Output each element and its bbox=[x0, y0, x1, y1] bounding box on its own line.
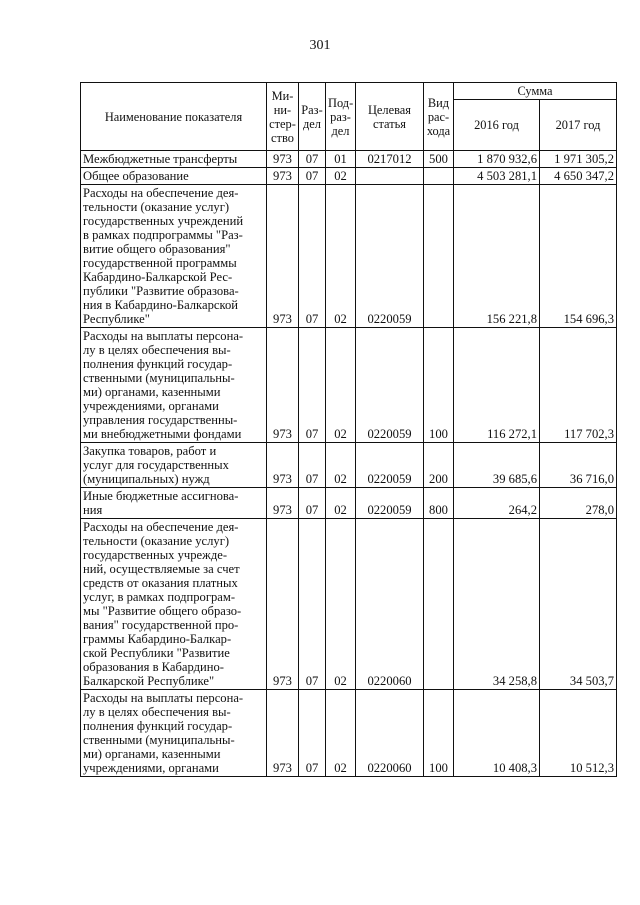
row-ministry: 973 bbox=[267, 185, 299, 328]
row-2016: 10 408,3 bbox=[454, 690, 540, 777]
header-year-2017: 2017 год bbox=[540, 100, 617, 151]
table-row bbox=[81, 488, 617, 519]
row-article: 0220059 bbox=[356, 328, 424, 443]
row-2016: 39 685,6 bbox=[454, 443, 540, 488]
row-2017: 278,0 bbox=[540, 488, 617, 519]
header-name: Наименование показателя bbox=[81, 83, 267, 151]
table-row bbox=[81, 328, 617, 443]
row-2017: 34 503,7 bbox=[540, 519, 617, 690]
row-subsection: 02 bbox=[326, 185, 356, 328]
row-2016: 116 272,1 bbox=[454, 328, 540, 443]
table-row bbox=[81, 185, 617, 328]
row-type: 100 bbox=[424, 328, 454, 443]
row-section: 07 bbox=[299, 488, 326, 519]
row-2017: 1 971 305,2 bbox=[540, 151, 617, 168]
row-2017: 10 512,3 bbox=[540, 690, 617, 777]
page-number: 301 bbox=[309, 38, 331, 53]
row-article: 0220060 bbox=[356, 519, 424, 690]
row-article: 0220059 bbox=[356, 185, 424, 328]
row-section: 07 bbox=[299, 185, 326, 328]
row-subsection: 01 bbox=[326, 151, 356, 168]
row-section: 07 bbox=[299, 328, 326, 443]
row-2016: 1 870 932,6 bbox=[454, 151, 540, 168]
row-name: Закупка товаров, работ и услуг для государственных (муниципальных) нужд bbox=[81, 443, 267, 488]
row-subsection: 02 bbox=[326, 443, 356, 488]
row-article: 0217012 bbox=[356, 151, 424, 168]
row-type: 100 bbox=[424, 690, 454, 777]
row-2016: 34 258,8 bbox=[454, 519, 540, 690]
row-subsection: 02 bbox=[326, 168, 356, 185]
row-name: Расходы на обеспечение дея- тельности (оказание услуг) государственных учрежде- ний, осуществляемые за счет средств от оказания платных услуг, в рамках подпрограм- мы "Развитие общего образо- вания" государственной про- граммы Кабардино-Балкар- ской Республики "Развитие образования в Кабардино- Балкарской Республике" bbox=[81, 519, 267, 690]
row-name: Общее образование bbox=[81, 168, 267, 185]
row-2016: 4 503 281,1 bbox=[454, 168, 540, 185]
row-section: 07 bbox=[299, 443, 326, 488]
row-name: Межбюджетные трансферты bbox=[81, 151, 267, 168]
row-type: 500 bbox=[424, 151, 454, 168]
header-section: Раз- дел bbox=[299, 83, 326, 151]
row-article: 0220060 bbox=[356, 690, 424, 777]
row-ministry: 973 bbox=[267, 443, 299, 488]
row-ministry: 973 bbox=[267, 690, 299, 777]
row-section: 07 bbox=[299, 151, 326, 168]
row-section: 07 bbox=[299, 690, 326, 777]
row-2016: 156 221,8 bbox=[454, 185, 540, 328]
row-subsection: 02 bbox=[326, 519, 356, 690]
row-type bbox=[424, 168, 454, 185]
row-section: 07 bbox=[299, 168, 326, 185]
budget-table bbox=[80, 82, 617, 777]
row-ministry: 973 bbox=[267, 519, 299, 690]
row-article: 0220059 bbox=[356, 488, 424, 519]
header-expense-type: Вид рас- хода bbox=[424, 83, 454, 151]
row-ministry: 973 bbox=[267, 168, 299, 185]
row-article: 0220059 bbox=[356, 443, 424, 488]
table-row bbox=[81, 151, 617, 168]
row-type: 800 bbox=[424, 488, 454, 519]
row-name: Расходы на обеспечение дея- тельности (оказание услуг) государственных учреждений в рамках подпрограммы "Раз- витие общего образования" государственной программы Кабардино-Балкарской Рес- публики "Развитие образова- ния в Кабардино-Балкарской Республике" bbox=[81, 185, 267, 328]
header-sum: Сумма bbox=[454, 83, 617, 100]
row-subsection: 02 bbox=[326, 690, 356, 777]
row-2017: 117 702,3 bbox=[540, 328, 617, 443]
row-2017: 154 696,3 bbox=[540, 185, 617, 328]
header-ministry: Ми- ни- стер- ство bbox=[267, 83, 299, 151]
row-ministry: 973 bbox=[267, 328, 299, 443]
header-year-2016: 2016 год bbox=[454, 100, 540, 151]
row-ministry: 973 bbox=[267, 488, 299, 519]
row-2017: 36 716,0 bbox=[540, 443, 617, 488]
row-2017: 4 650 347,2 bbox=[540, 168, 617, 185]
table-row bbox=[81, 168, 617, 185]
table-row bbox=[81, 519, 617, 690]
row-subsection: 02 bbox=[326, 488, 356, 519]
header-target-article: Целевая статья bbox=[356, 83, 424, 151]
row-ministry: 973 bbox=[267, 151, 299, 168]
table-row bbox=[81, 690, 617, 777]
header-subsection: Под- раз- дел bbox=[326, 83, 356, 151]
row-article bbox=[356, 168, 424, 185]
row-subsection: 02 bbox=[326, 328, 356, 443]
row-name: Расходы на выплаты персона- лу в целях обеспечения вы- полнения функций государ- ственными (муниципальны- ми) органами, казенными учреждениями, органами bbox=[81, 690, 267, 777]
row-name: Расходы на выплаты персона- лу в целях обеспечения вы- полнения функций государ- ственными (муниципальны- ми) органами, казенными учреждениями, органами управления государственны- ми внебюджетными фондами bbox=[81, 328, 267, 443]
table-row bbox=[81, 443, 617, 488]
row-type: 200 bbox=[424, 443, 454, 488]
row-type bbox=[424, 185, 454, 328]
row-section: 07 bbox=[299, 519, 326, 690]
row-name: Иные бюджетные ассигнова- ния bbox=[81, 488, 267, 519]
row-type bbox=[424, 519, 454, 690]
row-2016: 264,2 bbox=[454, 488, 540, 519]
